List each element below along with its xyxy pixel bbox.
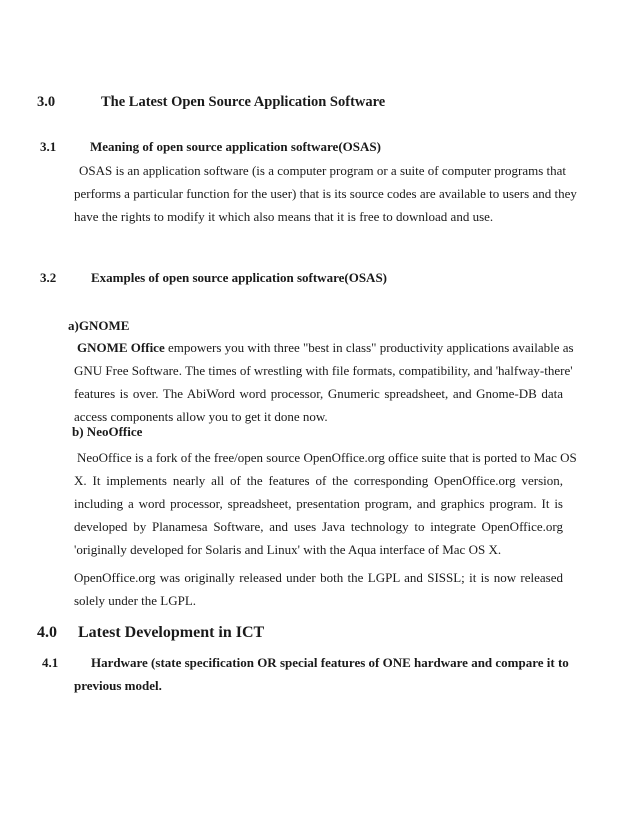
paragraph-line: GNU Free Software. The times of wrestling with file formats, compatibility, and 'halfway-there' [74, 363, 573, 378]
paragraph-line: developed by Planamesa Software, and uses Java technology to integrate OpenOffice.org [74, 519, 563, 534]
paragraph-line: access components allow you to get it done now. [74, 409, 328, 424]
gnome-paragraph [74, 336, 574, 428]
paragraph-line: NeoOffice is a fork of the free/open source OpenOffice.org office suite that is ported to Mac OS [77, 450, 577, 465]
gnome-office-lead: GNOME Office [77, 340, 165, 355]
paragraph-line: solely under the LGPL. [74, 593, 197, 608]
section-4-number: 4.0 [37, 624, 57, 641]
paragraph-line: have the rights to modify it which also means that it is free to download and use. [74, 209, 494, 224]
section-4-1-number: 4.1 [42, 655, 59, 670]
gnome-label: a)GNOME [68, 318, 130, 333]
openoffice-paragraph [74, 566, 563, 612]
paragraph-line: 'originally developed for Solaris and Linux' with the Aqua interface of Mac OS X. [74, 542, 502, 557]
section-3-1-title: Meaning of open source application software(OSAS) [90, 139, 381, 154]
paragraph-line: OpenOffice.org was originally released under both the LGPL and SISSL; it is now released [74, 570, 563, 585]
neooffice-label: b) NeoOffice [72, 424, 143, 439]
section-3-2-title: Examples of open source application software(OSAS) [91, 270, 387, 285]
neooffice-paragraph [74, 446, 577, 561]
paragraph-line: OSAS is an application software (is a computer program or a suite of computer programs that [79, 163, 567, 178]
section-3-1-number: 3.1 [40, 139, 57, 154]
section-3-number: 3.0 [37, 94, 56, 110]
paragraph-line: including a word processor, spreadsheet, presentation program, and graphics program. It is [74, 496, 563, 511]
paragraph-line [74, 336, 574, 359]
paragraph-line: features is over. The AbiWord word processor, Gnumeric spreadsheet, and Gnome-DB data [74, 386, 563, 401]
gnome-line-1-rest: empowers you with three "best in class" productivity applications available as [164, 340, 574, 355]
section-3-title: The Latest Open Source Application Software [101, 94, 386, 110]
osas-meaning-paragraph [74, 159, 577, 228]
paragraph-line: X. It implements nearly all of the features of the corresponding OpenOffice.org version, [74, 473, 563, 488]
section-4-1-text [74, 651, 569, 697]
section-4-title: Latest Development in ICT [78, 624, 265, 641]
paragraph-line: performs a particular function for the user) that is its source codes are available to users and they [74, 186, 577, 201]
section-3-2-number: 3.2 [40, 270, 57, 285]
paragraph-line: Hardware (state specification OR special features of ONE hardware and compare it to [91, 655, 569, 670]
paragraph-line: previous model. [74, 678, 162, 693]
